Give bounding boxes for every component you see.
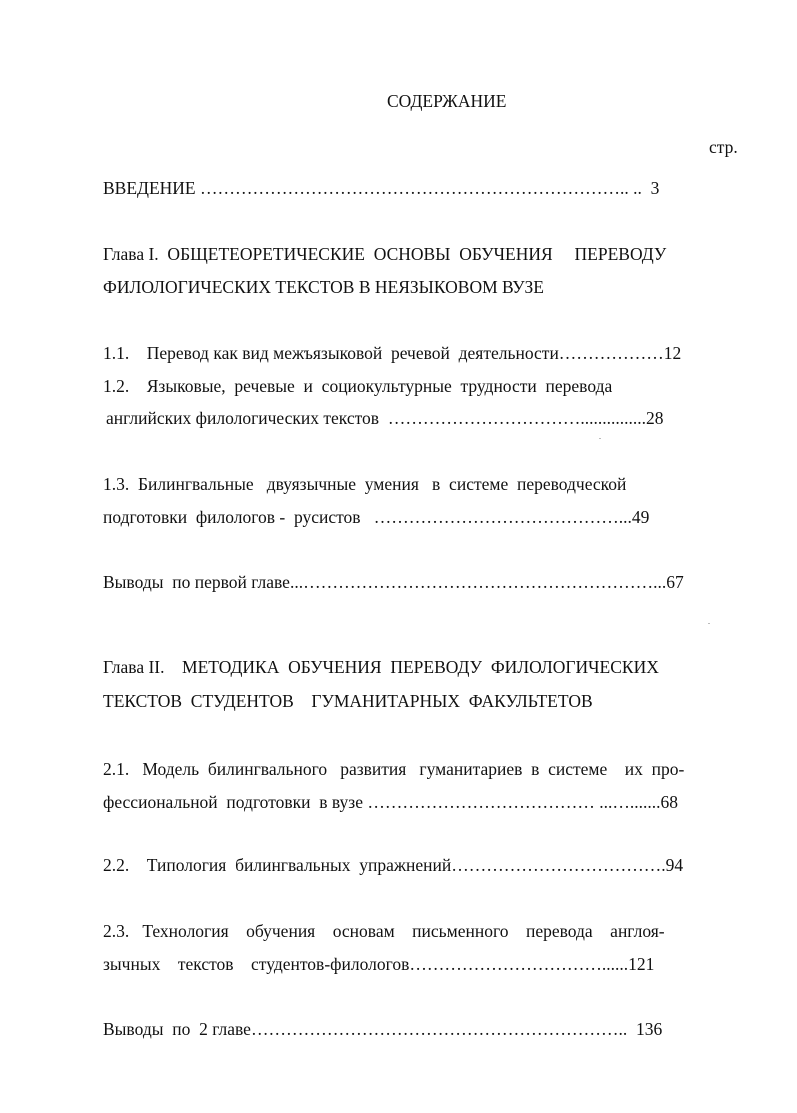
toc-entry-1-3-cont: подготовки филологов - русистов ……………………………………...49 [103, 507, 650, 527]
toc-entry-introduction: ВВЕДЕНИЕ ……………………………………………………………….. .. 3 [103, 178, 660, 198]
toc-entry-2-3-cont: зычных текстов студентов-филологов……………………………......121 [103, 954, 655, 974]
scan-speck [708, 623, 710, 624]
toc-chapter-2-heading: Глава II. МЕТОДИКА ОБУЧЕНИЯ ПЕРЕВОДУ ФИЛОЛОГИЧЕСКИХ [103, 657, 659, 677]
toc-entry-1-3: 1.3. Билингвальные двуязычные умения в системе переводческой [103, 474, 627, 494]
toc-entry-1-2-cont: английских филологических текстов ……………………………...............28 [106, 408, 664, 428]
page-column-header: стр. [709, 137, 738, 157]
toc-chapter-2-heading-cont: ТЕКСТОВ СТУДЕНТОВ ГУМАНИТАРНЫХ ФАКУЛЬТЕТОВ [103, 691, 593, 711]
toc-chapter-1-heading-cont: ФИЛОЛОГИЧЕСКИХ ТЕКСТОВ В НЕЯЗЫКОВОМ ВУЗЕ [103, 277, 544, 297]
toc-entry-2-3: 2.3. Технология обучения основам письменного перевода англоя- [103, 921, 665, 941]
toc-chapter-1-heading: Глава I. ОБЩЕТЕОРЕТИЧЕСКИЕ ОСНОВЫ ОБУЧЕНИЯ ПЕРЕВОДУ [103, 244, 667, 264]
toc-entry-chapter-1-conclusions: Выводы по первой главе...……………………………………………………...67 [103, 572, 684, 592]
toc-title: СОДЕРЖАНИЕ [387, 91, 507, 111]
toc-entry-2-1: 2.1. Модель билингвального развития гуманитариев в системе их про- [103, 759, 685, 779]
toc-entry-2-2: 2.2. Типология билингвальных упражнений……………………………….94 [103, 855, 684, 875]
toc-entry-chapter-2-conclusions: Выводы по 2 главе……………………………………………………….. 136 [103, 1019, 663, 1039]
toc-entry-1-2: 1.2. Языковые, речевые и социокультурные трудности перевода [103, 376, 613, 396]
toc-entry-1-1: 1.1. Перевод как вид межъязыковой речевой деятельности………………12 [103, 343, 682, 363]
toc-entry-2-1-cont: фессиональной подготовки в вузе ………………………………… ...….......68 [103, 792, 678, 812]
scan-speck [599, 438, 601, 439]
